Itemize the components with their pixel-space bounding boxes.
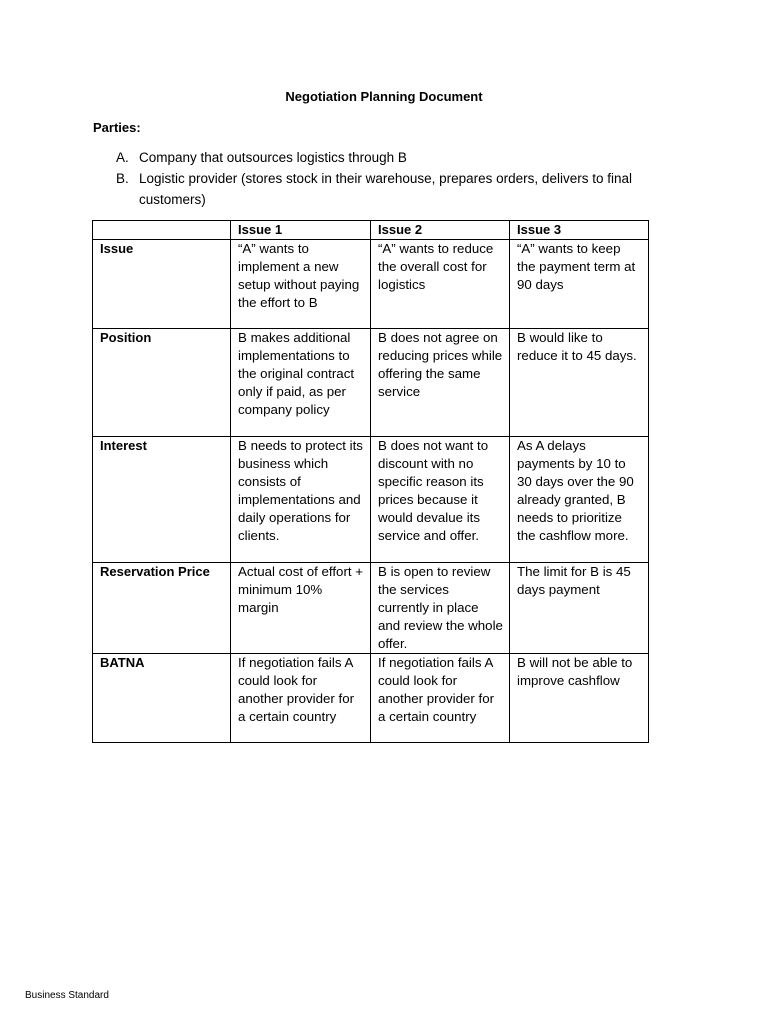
table-cell: B would like to reduce it to 45 days. (510, 329, 649, 437)
row-label: Interest (93, 437, 231, 563)
header-issue-2: Issue 2 (371, 221, 510, 240)
table-cell: B does not agree on reducing prices while offering the same service (371, 329, 510, 437)
table-row-issue (93, 240, 649, 329)
party-text: Logistic provider (stores stock in their warehouse, prepares orders, delivers to final customers) (139, 171, 632, 207)
table-cell: “A” wants to reduce the overall cost for logistics (371, 240, 510, 329)
table-row-position (93, 329, 649, 437)
row-label: Reservation Price (93, 563, 231, 654)
table-cell: If negotiation fails A could look for another provider for a certain country (371, 654, 510, 743)
footer-text: Business Standard (25, 990, 109, 1001)
table-row-interest (93, 437, 649, 563)
table-cell: B will not be able to improve cashflow (510, 654, 649, 743)
party-item-b (116, 168, 699, 210)
party-item-a (116, 147, 699, 168)
table-row-batna (93, 654, 649, 743)
negotiation-table (92, 220, 649, 743)
row-label: BATNA (93, 654, 231, 743)
row-label: Position (93, 329, 231, 437)
table-cell: B is open to review the services currently in place and review the whole offer. (371, 563, 510, 654)
table-cell: “A” wants to keep the payment term at 90 days (510, 240, 649, 329)
header-issue-1: Issue 1 (231, 221, 371, 240)
document-title: Negotiation Planning Document (285, 89, 483, 104)
table-cell: The limit for B is 45 days payment (510, 563, 649, 654)
header-issue-3: Issue 3 (510, 221, 649, 240)
row-label: Issue (93, 240, 231, 329)
table-cell: If negotiation fails A could look for another provider for a certain country (231, 654, 371, 743)
table-row-reservation-price (93, 563, 649, 654)
table-header-row (93, 221, 649, 240)
table-cell: B makes additional implementations to the original contract only if paid, as per company policy (231, 329, 371, 437)
header-cell-empty (93, 221, 231, 240)
party-letter: B. (116, 171, 129, 186)
party-letter: A. (116, 150, 129, 165)
table-cell: Actual cost of effort + minimum 10% margin (231, 563, 371, 654)
table-cell: B needs to protect its business which consists of implementations and daily operations for clients. (231, 437, 371, 563)
table-cell: B does not want to discount with no specific reason its prices because it would devalue its service and offer. (371, 437, 510, 563)
table-cell: “A” wants to implement a new setup without paying the effort to B (231, 240, 371, 329)
parties-heading: Parties: (93, 120, 141, 135)
table-cell: As A delays payments by 10 to 30 days over the 90 already granted, B needs to prioritize the cashflow more. (510, 437, 649, 563)
party-text: Company that outsources logistics through B (139, 150, 407, 165)
